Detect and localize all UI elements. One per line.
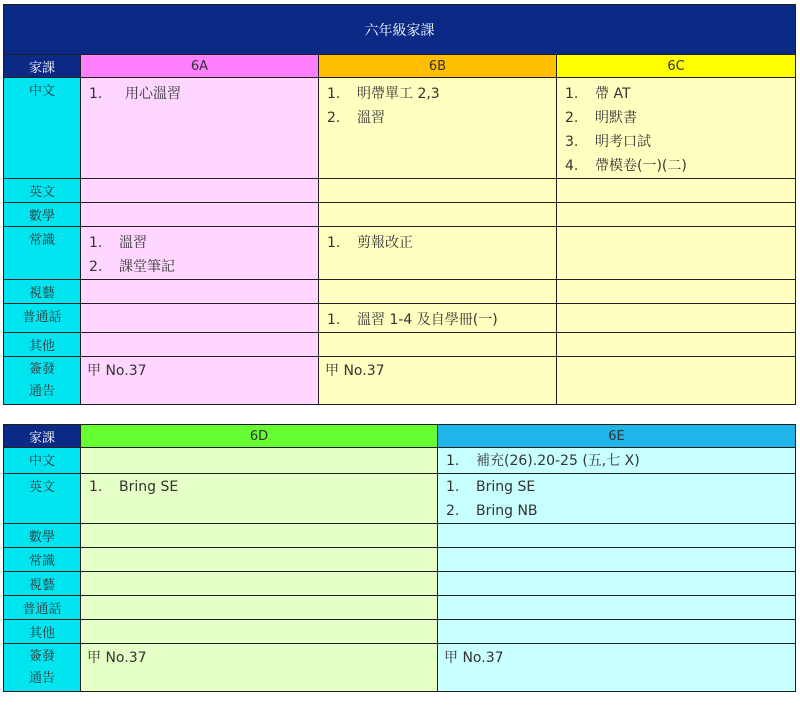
homework-cell (319, 333, 557, 357)
item-text: 剪報改正 (357, 235, 413, 251)
table-row (4, 78, 796, 179)
subject-label: 視藝 (4, 572, 81, 596)
homework-cell (319, 203, 557, 227)
subject-label: 普通話 (4, 596, 81, 620)
class-header-6e: 6E (438, 425, 796, 448)
notice-text: 甲 No.37 (87, 363, 147, 379)
notice-text: 甲 No.37 (325, 363, 385, 379)
class-header-6d: 6D (81, 425, 438, 448)
item-text: Bring SE (476, 479, 536, 495)
item-text: 課堂筆記 (119, 259, 175, 275)
subject-line: 簽發 (28, 649, 55, 664)
homework-cell (319, 179, 557, 203)
homework-cell (438, 448, 796, 474)
item-number: 1. (89, 235, 103, 251)
item-text: Bring NB (476, 503, 538, 519)
item-text: 溫習 (119, 235, 147, 251)
table-row (4, 357, 796, 405)
homework-cell (81, 179, 319, 203)
notice-text: 甲 No.37 (444, 650, 504, 666)
table-row (4, 524, 796, 548)
homework-cell (81, 474, 438, 524)
subject-line: 通告 (28, 384, 55, 399)
subject-label: 其他 (4, 620, 81, 644)
homework-cell (81, 524, 438, 548)
notice-text: 甲 No.37 (87, 650, 147, 666)
item-number: 2. (327, 110, 341, 126)
item-text: 明帶單工 2,3 (357, 86, 440, 102)
homework-list (438, 448, 795, 473)
header-corner: 家課 (4, 425, 81, 448)
table-row (4, 572, 796, 596)
table-row (4, 474, 796, 524)
item-text: Bring SE (119, 479, 179, 495)
homework-cell (81, 357, 319, 405)
homework-cell (81, 304, 319, 333)
item-number: 1. (446, 453, 460, 469)
homework-list (81, 474, 437, 499)
table-row (4, 620, 796, 644)
header-corner: 家課 (4, 55, 81, 78)
homework-cell (81, 548, 438, 572)
homework-cell (438, 474, 796, 524)
homework-list (438, 474, 795, 523)
subject-line: 簽發 (28, 362, 55, 377)
subject-label: 其他 (4, 333, 81, 357)
homework-cell (557, 203, 796, 227)
homework-cell (438, 548, 796, 572)
homework-list (81, 78, 318, 106)
homework-cell (438, 644, 796, 692)
table-row (4, 596, 796, 620)
item-number: 1. (327, 312, 341, 328)
homework-cell (81, 572, 438, 596)
item-number: 2. (446, 503, 460, 519)
table-row (4, 333, 796, 357)
list-item (327, 82, 556, 106)
homework-cell (81, 620, 438, 644)
item-number: 2. (89, 259, 103, 275)
class-header-6b: 6B (319, 55, 557, 78)
subject-label: 常識 (4, 227, 81, 280)
list-item (446, 475, 795, 499)
item-text: 明考口試 (595, 134, 651, 150)
list-item (327, 106, 556, 130)
homework-list (81, 227, 318, 279)
homework-cell (81, 596, 438, 620)
homework-cell (81, 227, 319, 280)
homework-cell (557, 179, 796, 203)
item-text: 帶模卷(一)(二) (595, 158, 687, 174)
list-item (327, 231, 556, 255)
homework-cell (557, 227, 796, 280)
homework-cell (319, 227, 557, 280)
item-number: 1. (327, 86, 341, 102)
table-row (4, 448, 796, 474)
class-header-6a: 6A (81, 55, 319, 78)
subject-label: 英文 (4, 179, 81, 203)
homework-cell (319, 280, 557, 304)
item-text: 補充(26).20-25 (五,七 X) (476, 453, 640, 469)
homework-cell (438, 524, 796, 548)
table-row (4, 644, 796, 692)
item-text: 用心溫習 (125, 86, 181, 102)
homework-list (319, 78, 556, 130)
list-item (565, 130, 795, 154)
subject-label: 數學 (4, 524, 81, 548)
table-row (4, 179, 796, 203)
list-item (565, 82, 795, 106)
subject-line: 通告 (28, 671, 55, 686)
homework-cell (319, 304, 557, 333)
item-number: 1. (327, 235, 341, 251)
list-item (89, 82, 318, 106)
page-title: 六年級家課 (4, 5, 796, 55)
item-text: 明默書 (595, 110, 637, 126)
subject-label: 普通話 (4, 304, 81, 333)
homework-list (319, 227, 556, 255)
homework-cell (319, 78, 557, 179)
item-text: 帶 AT (595, 86, 631, 102)
subject-label (4, 357, 81, 405)
item-text: 溫習 (357, 110, 385, 126)
homework-list (557, 78, 795, 178)
homework-cell (81, 448, 438, 474)
homework-cell (557, 304, 796, 333)
item-number: 1. (89, 86, 103, 102)
homework-table-6abc (3, 4, 796, 405)
subject-label (4, 644, 81, 692)
homework-cell (81, 78, 319, 179)
homework-cell (81, 644, 438, 692)
list-item (89, 231, 318, 255)
homework-cell (557, 280, 796, 304)
table-row (4, 280, 796, 304)
list-item (565, 154, 795, 178)
item-number: 1. (89, 479, 103, 495)
homework-cell (557, 357, 796, 405)
item-number: 3. (565, 134, 579, 150)
item-number: 1. (446, 479, 460, 495)
homework-cell (438, 620, 796, 644)
table-row (4, 227, 796, 280)
list-item (446, 449, 795, 473)
item-number: 4. (565, 158, 579, 174)
subject-label: 數學 (4, 203, 81, 227)
subject-label: 視藝 (4, 280, 81, 304)
subject-label: 常識 (4, 548, 81, 572)
homework-cell (557, 333, 796, 357)
homework-cell (81, 203, 319, 227)
subject-label: 中文 (4, 78, 81, 179)
table-row (4, 548, 796, 572)
list-item (446, 499, 795, 523)
homework-cell (81, 333, 319, 357)
subject-label: 中文 (4, 448, 81, 474)
homework-cell (319, 357, 557, 405)
subject-label: 英文 (4, 474, 81, 524)
item-number: 2. (565, 110, 579, 126)
homework-list (319, 304, 556, 332)
class-header-6c: 6C (557, 55, 796, 78)
list-item (565, 106, 795, 130)
homework-cell (438, 572, 796, 596)
list-item (327, 308, 556, 332)
table-row (4, 203, 796, 227)
homework-cell (557, 78, 796, 179)
list-item (89, 475, 437, 499)
table-row (4, 304, 796, 333)
item-text: 溫習 1-4 及自學冊(一) (357, 312, 498, 328)
item-number: 1. (565, 86, 579, 102)
list-item (89, 255, 318, 279)
homework-cell (438, 596, 796, 620)
homework-cell (81, 280, 319, 304)
homework-table-6de (3, 424, 796, 692)
